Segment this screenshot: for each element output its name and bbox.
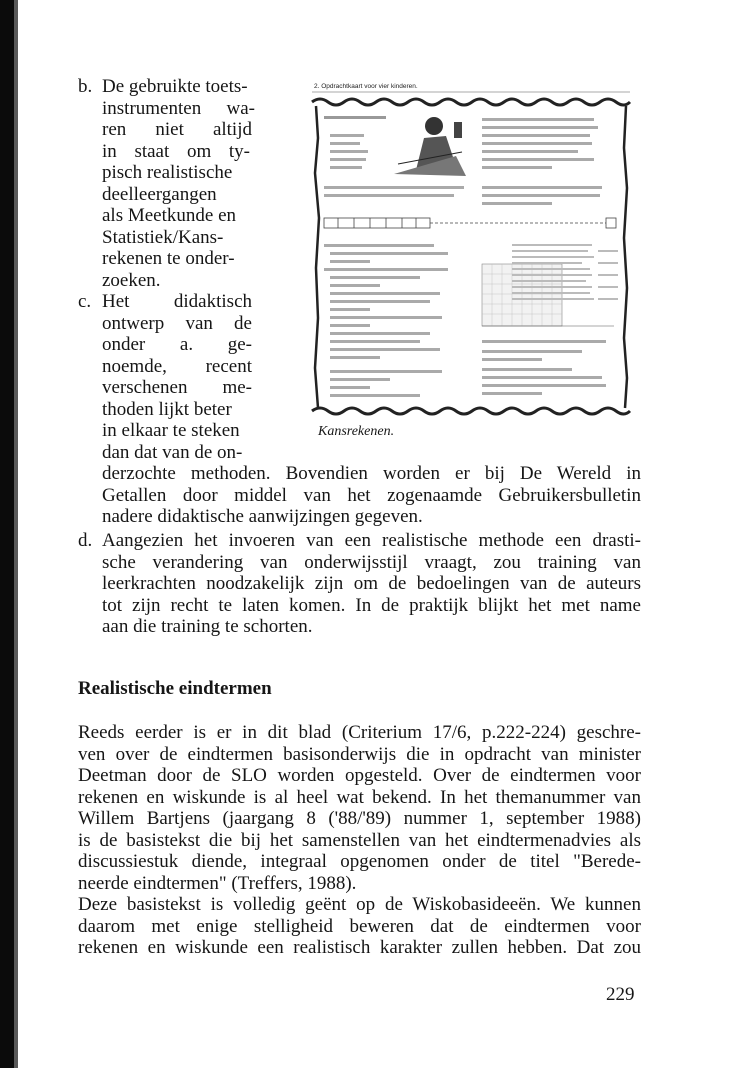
text-line: De gebruikte toets- [102,76,248,97]
text-line: discussiestuk diende, integraal opgenomen onder de titel "Berede- [78,851,641,872]
page-scan-edge-shadow [14,0,18,1068]
text-line: neerde eindtermen" (Treffers, 1988). [78,872,357,894]
text-line: rekenen en wiskunde is al heel wat bekend. In het themanummer van [78,786,641,808]
card-text-block-b [482,118,598,169]
card-text-block-c [324,186,602,205]
card-border-right [624,106,627,408]
text-line: Deze basistekst is volledig geënt op de Wiskobasideeën. We kunnen [78,894,641,915]
text-line: Getallen door middel van het zogenaamde Gebruikersbulletin [102,484,641,506]
figure-header: 2. Opdrachtkaart voor vier kinderen. [314,83,418,90]
list-marker-b: b. [78,76,93,97]
card-text-block-a [324,116,386,169]
card-border-bottom [312,408,630,414]
text-line: verschenen me- [102,377,252,398]
text-line: instrumenten wa- [102,97,255,119]
section-heading: Realistische eindtermen [78,678,272,699]
list-marker-c: c. [78,291,92,312]
text-line: dan dat van de on- [102,441,243,463]
text-line: Aangezien het invoeren van een realistische methode een drasti- [102,530,641,551]
card-border-left [315,106,319,408]
list-marker-d: d. [78,530,93,551]
text-line: noemde, recent [102,355,252,377]
text-line: ontwerp van de [102,312,252,334]
text-line: Reeds eerder is er in dit blad (Criterium 17/6, p.222-224) geschre- [78,722,641,743]
text-line: nadere didaktische aanwijzingen gegeven. [102,506,423,527]
page-number: 229 [606,984,635,1005]
assignment-card-figure [306,78,636,420]
card-text-block-d [324,244,448,397]
text-line: is de basistekst die bij het samenstellen van het eindtermenadvies als [78,829,641,851]
text-line: leerkrachten noodzakelijk zijn om de bedoelingen van de auteurs [102,573,641,594]
text-line: pisch realistische [102,162,233,183]
text-line: in elkaar te steken [102,420,240,441]
graph-paper [482,264,614,326]
text-line: Statistiek/Kans- [102,226,224,248]
text-line: Deetman door de SLO worden opgesteld. Over de eindtermen voor [78,765,641,786]
text-line: aan die training te schorten. [102,616,313,637]
text-line: in staat om ty- [102,140,250,162]
text-line: rekenen te onder- [102,248,235,269]
text-line: als Meetkunde en [102,205,237,226]
text-line: tot zijn recht te laten komen. In de praktijk blijkt het met name [102,594,641,616]
text-line: ven over de eindtermen basisonderwijs die in opdracht van minister [78,743,641,765]
page-scan-edge [0,0,14,1068]
text-line: zoeken. [102,269,161,291]
envelope-row [324,218,616,228]
text-line: deelleergangen [102,183,217,205]
text-line: rekenen en wiskunde een realistisch karakter zullen hebben. Dat zou [78,937,641,958]
text-line: derzochte methoden. Bovendien worden er bij De Wereld in [102,463,641,484]
text-line: onder a. ge- [102,334,252,355]
text-line: sche verandering van onderwijsstijl vraagt, zou training van [102,551,641,573]
children-illustration [394,117,466,176]
text-line: ren niet altijd [102,119,252,140]
text-line: thoden lijkt beter [102,398,232,420]
card-border-top [312,99,630,105]
text-line: Willem Bartjens (jaargang 8 ('88/'89) nummer 1, september 1988) [78,808,641,829]
text-line: Het didaktisch [102,291,252,312]
text-line: daarom met enige stelligheid beweren dat de eindtermen voor [78,915,641,937]
figure-caption: Kansrekenen. [318,424,395,439]
card-text-block-e [482,340,606,395]
